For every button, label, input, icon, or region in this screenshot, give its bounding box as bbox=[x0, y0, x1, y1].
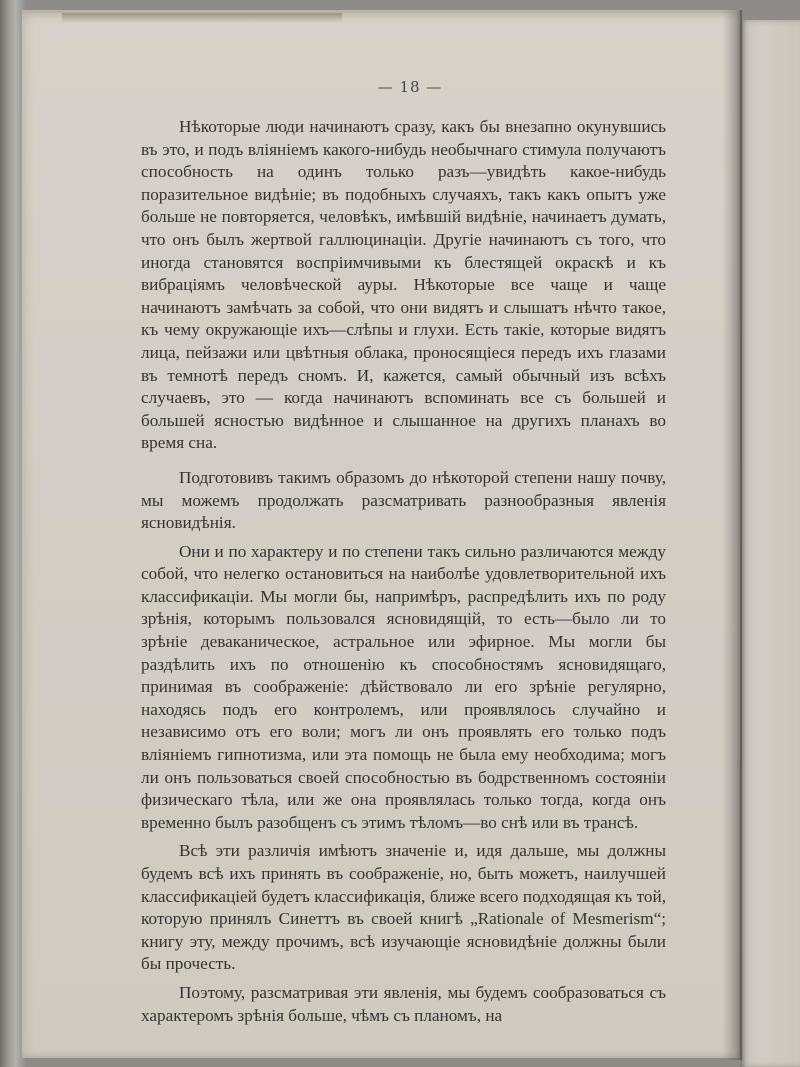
paragraph-1: Нѣкоторые люди начинаютъ сразу, какъ бы внезапно окунувшись въ это, и подъ вліяніемъ какого-нибудь необычнаго стимула получаютъ способность на одинъ только разъ—увидѣть какое-нибудь поразительное видѣніе; въ подобныхъ случаяхъ, такъ какъ опытъ уже больше не повторяется, человѣкъ, имѣвшій видѣніе, начинаетъ думать, что онъ былъ жертвой галлюцинаціи. Другіе начинаютъ съ того, что иногда становятся воспріимчивыми къ блестящей окраскѣ и къ вибраціямъ человѣческой ауры. Нѣкоторые все чаще и чаще начинаютъ замѣчать за собой, что они видятъ и слышатъ нѣчто такое, къ чему окружающіе ихъ—слѣпы и глухи. Есть такіе, которые видятъ лица, пейзажи или цвѣтныя облака, проносящіеся передъ ихъ глазами въ темнотѣ передъ сномъ. И, кажется, самый обычный изъ всѣхъ случаевъ, это — когда начинаютъ вспоминать все съ большей и большей ясностью видѣнное и слышанное на другихъ планахъ во время сна. bbox=[141, 117, 666, 453]
page-text bbox=[141, 116, 666, 1033]
paragraph-3: Они и по характеру и по степени такъ сильно различаются между собой, что нелегко остановиться на наиболѣе удовлетворительной ихъ классификаціи. Мы могли бы, напримѣръ, распредѣлить ихъ по роду зрѣнія, которымъ пользовался ясновидящій, то есть—было ли то зрѣніе деваканическое, астральное или эфирное. Мы могли бы раздѣлить ихъ по отношенію къ способностямъ ясновидящаго, принимая въ соображеніе: дѣйствовало ли его зрѣніе регулярно, находясь подъ его контролемъ, или проявлялось случайно и независимо отъ его воли; могъ ли онъ проявлять его только подъ вліяніемъ гипнотизма, или эта помощь не была ему необходима; могъ ли онъ пользоваться своей способностью въ бодрственномъ состояніи физическаго тѣла, или же она проявлялась только тогда, когда онъ временно былъ разобщенъ съ этимъ тѣломъ—во снѣ или въ трансѣ. bbox=[141, 541, 666, 832]
paragraph-4: Всѣ эти различія имѣютъ значеніе и, идя дальше, мы должны будемъ всѣ ихъ принять въ соображеніе, но, быть можетъ, наилучшей классификаціей будетъ классификація, ближе всего подходящая къ той, которую принялъ Синеттъ въ своей книгѣ „Rationale of Mesmerism“; книгу эту, между прочимъ, всѣ изучающіе ясновидѣніе должны были бы прочесть. bbox=[141, 841, 666, 974]
page-number: — 18 — bbox=[377, 78, 443, 96]
paragraph-5: Поэтому, разсматривая эти явленія, мы будемъ сообразоваться съ характеромъ зрѣнія больше, чѣмъ съ планомъ, на bbox=[141, 982, 666, 1025]
paragraph-2: Подготовивъ такимъ образомъ до нѣкоторой степени нашу почву, мы можемъ продолжать разсматривать разнообразныя явленія ясновидѣнія. bbox=[141, 467, 666, 533]
next-page-edge bbox=[740, 20, 800, 1067]
gutter-shadow bbox=[722, 10, 742, 1060]
